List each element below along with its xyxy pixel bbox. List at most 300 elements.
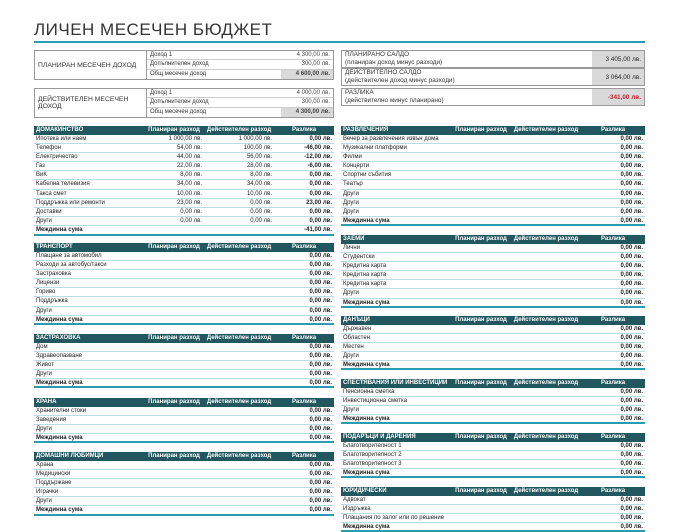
- expense-name[interactable]: Местен: [343, 343, 364, 350]
- table-row: [341, 325, 645, 334]
- difference: 0,00 лв.: [620, 397, 643, 404]
- expense-name[interactable]: Поддръжка или ремонти: [36, 199, 105, 206]
- actual-cost[interactable]: 28,00 лв.: [246, 163, 272, 170]
- expense-name[interactable]: Живот: [36, 361, 54, 368]
- expense-name[interactable]: Гориво: [36, 289, 56, 296]
- expense-name[interactable]: Други: [343, 353, 359, 360]
- actual-cost[interactable]: [511, 406, 581, 414]
- expense-name[interactable]: Пенсионна сметка: [343, 388, 395, 395]
- actual-cost[interactable]: [204, 497, 274, 505]
- table-header: [341, 487, 645, 496]
- table-row: [34, 252, 334, 261]
- actual-cost[interactable]: [511, 325, 581, 333]
- planned-cost[interactable]: [144, 352, 204, 360]
- column-header-difference: Разлика: [291, 399, 317, 405]
- expense-name[interactable]: Студентски: [343, 253, 375, 260]
- actual-cost[interactable]: [511, 135, 581, 143]
- income-value[interactable]: 300,00 лв.: [301, 99, 330, 106]
- table-header: [34, 398, 334, 407]
- income-name[interactable]: Доход 1: [150, 52, 173, 58]
- planned-cost[interactable]: [144, 252, 204, 260]
- expense-name[interactable]: Лицензи: [36, 280, 60, 287]
- planned-cost[interactable]: [144, 425, 204, 433]
- table-row: [34, 361, 334, 370]
- planned-cost[interactable]: [451, 271, 511, 279]
- difference: 0,00 лв.: [309, 407, 332, 414]
- expense-name[interactable]: Лични: [343, 244, 361, 251]
- actual-cost[interactable]: [204, 416, 274, 424]
- table-gifts: [341, 433, 645, 478]
- actual-cost[interactable]: 34,00 лв.: [246, 181, 272, 188]
- actual-cost[interactable]: [511, 460, 581, 468]
- difference: 0,00 лв.: [620, 209, 643, 215]
- table-row: [341, 180, 645, 189]
- expense-name[interactable]: Такса смет: [36, 190, 67, 197]
- expense-name[interactable]: Хранителни стоки: [36, 407, 86, 414]
- table-header: [341, 316, 645, 325]
- expense-name[interactable]: Благотворителност 1: [343, 442, 402, 449]
- actual-cost[interactable]: [511, 180, 581, 188]
- column-header-planned: Планиран разход: [455, 380, 507, 386]
- income-value[interactable]: 4 000,00 лв.: [296, 90, 330, 96]
- table-insurance: [34, 334, 334, 388]
- actual-cost[interactable]: [511, 190, 581, 198]
- expense-name[interactable]: Концерти: [343, 163, 370, 170]
- expense-name[interactable]: Спортни събития: [343, 172, 392, 179]
- expense-name[interactable]: Инвестиционна сметка: [343, 397, 408, 404]
- subtotal-row: [34, 506, 334, 515]
- difference: 0,00 лв.: [309, 218, 332, 225]
- difference-box: [341, 88, 645, 106]
- planned-cost[interactable]: 0,00 лв.: [180, 218, 202, 225]
- planned-cost[interactable]: 54,00 лв.: [176, 144, 202, 151]
- income-total-name: Общ месечен доход: [150, 108, 207, 115]
- expense-name[interactable]: Телефон: [36, 144, 61, 151]
- planned-cost[interactable]: [451, 280, 511, 288]
- planned-cost[interactable]: [451, 244, 511, 252]
- actual-cost[interactable]: [511, 289, 581, 297]
- actual-cost[interactable]: [511, 334, 581, 342]
- planned-cost[interactable]: [451, 199, 511, 207]
- planned-cost[interactable]: [144, 270, 204, 278]
- income-name[interactable]: Доход 1: [150, 90, 173, 96]
- table-food: [34, 398, 334, 443]
- expense-name[interactable]: Други: [36, 307, 52, 314]
- planned-cost[interactable]: 10,00 лв.: [176, 190, 202, 197]
- expense-name[interactable]: Играчки: [36, 489, 59, 496]
- expense-name[interactable]: Други: [343, 199, 359, 206]
- expense-name[interactable]: Кабелна телевизия: [36, 181, 90, 188]
- table-row: [34, 208, 334, 217]
- column-header-actual: Действителен разход: [513, 380, 579, 386]
- expense-name[interactable]: Здравеопазване: [36, 352, 82, 359]
- planned-cost[interactable]: 1 000,00 лв.: [168, 135, 202, 142]
- category-title: ТРАНСПОРТ: [36, 244, 73, 250]
- actual-cost[interactable]: [511, 388, 581, 396]
- difference: 0,00 лв.: [620, 460, 643, 467]
- actual-cost[interactable]: 0,00 лв.: [250, 218, 272, 225]
- actual-cost[interactable]: [204, 407, 274, 415]
- difference: 0,00 лв.: [620, 163, 643, 170]
- planned-income-label: ПЛАНИРАН МЕСЕЧЕН ДОХОД: [38, 61, 137, 69]
- actual-cost[interactable]: [511, 271, 581, 279]
- difference: 0,00 лв.: [309, 190, 332, 197]
- planned-cost[interactable]: [451, 171, 511, 179]
- category-title: ЗАЕМИ: [343, 236, 365, 242]
- difference: 0,00 лв.: [620, 290, 643, 297]
- subtotal-actual: [204, 506, 274, 513]
- planned-cost[interactable]: [451, 325, 511, 333]
- actual-cost[interactable]: [511, 144, 581, 152]
- income-total-value: 4 300,00 лв.: [281, 108, 333, 117]
- planned-cost[interactable]: [451, 514, 511, 522]
- planned-cost[interactable]: [451, 406, 511, 414]
- planned-cost[interactable]: 44,00 лв.: [176, 153, 202, 160]
- planned-cost[interactable]: [451, 162, 511, 170]
- actual-cost[interactable]: [511, 505, 581, 513]
- expense-name[interactable]: Заведения: [36, 416, 67, 423]
- subtotal-actual: [511, 415, 581, 422]
- actual-cost[interactable]: [204, 479, 274, 487]
- difference: 0,00 лв.: [620, 244, 643, 251]
- difference: 0,00 лв.: [309, 479, 332, 486]
- column-header-actual: Действителен разход: [513, 488, 579, 494]
- table-taxes: [341, 316, 645, 370]
- column-header-actual: Действителен разход: [206, 335, 272, 341]
- actual-cost[interactable]: [511, 171, 581, 179]
- table-header: [341, 379, 645, 388]
- planned-cost[interactable]: [451, 496, 511, 504]
- subtotal-row: [34, 434, 334, 443]
- expense-name[interactable]: Други: [343, 406, 359, 413]
- subtotal-difference: 0,00 лв.: [620, 218, 643, 225]
- difference: 0,00 лв.: [309, 361, 332, 368]
- expense-name[interactable]: Газ: [36, 163, 45, 170]
- actual-cost[interactable]: 0,00 лв.: [250, 199, 272, 206]
- expense-name[interactable]: Поддържане: [36, 479, 72, 486]
- subtotal-label: Междинна сума: [36, 380, 83, 387]
- planned-cost[interactable]: [451, 289, 511, 297]
- planned-cost[interactable]: [144, 488, 204, 496]
- table-row: [341, 406, 645, 415]
- actual-cost[interactable]: [204, 297, 274, 305]
- actual-cost[interactable]: [511, 514, 581, 522]
- category-title: ДАНЪЦИ: [343, 317, 370, 323]
- difference: 0,00 лв.: [309, 135, 332, 142]
- difference: 0,00 лв.: [309, 461, 332, 468]
- subtotal-planned: [144, 379, 204, 386]
- subtotal-actual: [204, 316, 274, 323]
- difference: 0,00 лв.: [620, 199, 643, 206]
- expense-name[interactable]: Държавен: [343, 325, 372, 332]
- table-row: [34, 180, 334, 189]
- expense-name[interactable]: Други: [36, 498, 52, 505]
- difference: 0,00 лв.: [309, 172, 332, 179]
- subtotal-difference: 0,00 лв.: [309, 507, 332, 514]
- difference: 0,00 лв.: [309, 298, 332, 305]
- planned-cost[interactable]: [451, 190, 511, 198]
- actual-cost[interactable]: [204, 252, 274, 260]
- actual-cost[interactable]: [511, 451, 581, 459]
- expense-name[interactable]: Други: [36, 371, 52, 378]
- actual-cost[interactable]: [511, 262, 581, 270]
- column-header-difference: Разлика: [291, 453, 317, 459]
- actual-cost[interactable]: [204, 288, 274, 296]
- actual-cost[interactable]: [511, 208, 581, 216]
- planned-cost[interactable]: 8,00 лв.: [180, 172, 202, 179]
- balance-title: ПЛАНИРАНО САЛДО: [345, 51, 410, 58]
- table-row: [34, 497, 334, 506]
- difference: 0,00 лв.: [620, 442, 643, 449]
- column-header-actual: Действителен разход: [206, 127, 272, 133]
- difference: 0,00 лв.: [309, 352, 332, 359]
- difference: -46,00 лв.: [304, 144, 332, 151]
- table-header: [34, 452, 334, 461]
- expense-name[interactable]: Благотворителност 2: [343, 451, 402, 458]
- table-row: [34, 135, 334, 144]
- actual-cost[interactable]: [511, 153, 581, 161]
- table-row: [341, 253, 645, 262]
- income-value[interactable]: 4 300,00 лв.: [296, 52, 330, 58]
- expense-name[interactable]: Плащания по залог или по решение: [343, 514, 445, 521]
- table-row: [34, 407, 334, 416]
- planned-cost[interactable]: [451, 505, 511, 513]
- expense-name[interactable]: Адвокат: [343, 496, 366, 503]
- table-row: [341, 144, 645, 153]
- actual-cost[interactable]: [204, 352, 274, 360]
- difference: 0,00 лв.: [620, 135, 643, 142]
- actual-cost[interactable]: [511, 397, 581, 405]
- actual-cost[interactable]: [511, 496, 581, 504]
- planned-cost[interactable]: [144, 279, 204, 287]
- expense-name[interactable]: Застраховка: [36, 270, 71, 277]
- planned-cost[interactable]: [451, 388, 511, 396]
- expense-name[interactable]: Медицински: [36, 470, 71, 477]
- table-row: [341, 262, 645, 271]
- actual-cost[interactable]: [204, 261, 274, 269]
- planned-cost[interactable]: 0,00 лв.: [180, 209, 202, 215]
- expense-name[interactable]: Доставки: [36, 209, 62, 215]
- expense-name[interactable]: Кредитна карта: [343, 281, 387, 288]
- difference: 0,00 лв.: [620, 181, 643, 188]
- planned-cost[interactable]: [451, 460, 511, 468]
- expense-name[interactable]: Благотворителност 3: [343, 460, 402, 467]
- expense-name[interactable]: Музикални платформи: [343, 144, 407, 151]
- planned-cost[interactable]: [451, 180, 511, 188]
- table-transport: [34, 243, 334, 325]
- difference: 0,00 лв.: [620, 388, 643, 395]
- planned-cost[interactable]: [144, 361, 204, 369]
- column-header-planned: Планиран разход: [455, 488, 507, 494]
- planned-income-box: [34, 50, 334, 80]
- actual-cost[interactable]: 8,00 лв.: [250, 172, 272, 179]
- table-row: [341, 388, 645, 397]
- planned-cost[interactable]: [144, 307, 204, 315]
- expense-name[interactable]: Театър: [343, 181, 363, 188]
- table-row: [34, 370, 334, 379]
- expense-name[interactable]: Електричество: [36, 153, 78, 160]
- difference: 0,00 лв.: [309, 425, 332, 432]
- planned-cost[interactable]: [144, 407, 204, 415]
- actual-cost[interactable]: [511, 199, 581, 207]
- expense-name[interactable]: Дом: [36, 343, 48, 350]
- planned-cost[interactable]: [451, 144, 511, 152]
- expense-name[interactable]: Кредитна карта: [343, 272, 387, 279]
- planned-cost[interactable]: 22,00 лв.: [176, 163, 202, 170]
- expense-name[interactable]: Други: [36, 218, 52, 225]
- planned-cost[interactable]: [144, 416, 204, 424]
- actual-cost[interactable]: 56,00 лв.: [246, 153, 272, 160]
- expense-name[interactable]: Издръжка: [343, 505, 371, 512]
- income-name[interactable]: Допълнителен доход: [150, 61, 209, 68]
- planned-cost[interactable]: [144, 370, 204, 378]
- category-title: ХРАНА: [36, 399, 57, 405]
- planned-cost[interactable]: [144, 461, 204, 469]
- subtotal-difference: 0,00 лв.: [309, 435, 332, 442]
- actual-cost[interactable]: [511, 280, 581, 288]
- difference: 0,00 лв.: [620, 451, 643, 458]
- expense-name[interactable]: Други: [343, 190, 359, 197]
- table-row: [341, 162, 645, 171]
- difference: 0,00 лв.: [620, 505, 643, 512]
- table-row: [341, 190, 645, 199]
- actual-cost[interactable]: [204, 270, 274, 278]
- expense-name[interactable]: Филми: [343, 153, 362, 160]
- income-total-row: [147, 108, 333, 117]
- column-header-actual: Действителен разход: [513, 127, 579, 133]
- difference: 0,00 лв.: [620, 496, 643, 503]
- column-header-difference: Разлика: [291, 244, 317, 250]
- table-row: [341, 451, 645, 460]
- expense-name[interactable]: Храна: [36, 461, 54, 468]
- table-loans: [341, 235, 645, 308]
- actual-cost[interactable]: [204, 279, 274, 287]
- table-row: [34, 288, 334, 297]
- actual-cost[interactable]: [511, 343, 581, 351]
- actual-cost[interactable]: 100,00 лв.: [243, 144, 272, 151]
- subtotal-difference: 0,00 лв.: [620, 362, 643, 369]
- difference: 0,00 лв.: [309, 371, 332, 378]
- difference: 0,00 лв.: [309, 498, 332, 505]
- planned-cost[interactable]: [144, 479, 204, 487]
- difference: 0,00 лв.: [620, 281, 643, 288]
- planned-cost[interactable]: [451, 135, 511, 143]
- subtotal-row: [341, 361, 645, 370]
- difference: 0,00 лв.: [309, 252, 332, 259]
- planned-cost[interactable]: [144, 470, 204, 478]
- planned-cost[interactable]: [451, 352, 511, 360]
- planned-cost[interactable]: 34,00 лв.: [176, 181, 202, 188]
- actual-cost[interactable]: [204, 470, 274, 478]
- actual-cost[interactable]: [204, 361, 274, 369]
- table-row: [341, 208, 645, 217]
- subtotal-row: [341, 469, 645, 478]
- actual-cost[interactable]: [511, 442, 581, 450]
- actual-cost[interactable]: [511, 253, 581, 261]
- table-header: [341, 433, 645, 442]
- actual-cost[interactable]: [204, 307, 274, 315]
- subtotal-row: [34, 226, 334, 235]
- difference: 0,00 лв.: [309, 289, 332, 296]
- expense-name[interactable]: Други: [36, 425, 52, 432]
- table-row: [34, 162, 334, 171]
- actual-cost[interactable]: 10,00 лв.: [246, 190, 272, 197]
- actual-cost[interactable]: [204, 343, 274, 351]
- planned-cost[interactable]: [451, 397, 511, 405]
- planned-cost[interactable]: [451, 262, 511, 270]
- difference: -6,00 лв.: [307, 163, 332, 170]
- category-title: ЮРИДИЧЕСКИ: [343, 488, 387, 494]
- subtotal-difference: -41,00 лв.: [304, 227, 332, 234]
- planned-cost[interactable]: [451, 153, 511, 161]
- planned-cost[interactable]: [451, 334, 511, 342]
- actual-cost[interactable]: [511, 244, 581, 252]
- actual-balance-box: [341, 68, 645, 86]
- table-row: [34, 190, 334, 199]
- planned-cost[interactable]: [144, 261, 204, 269]
- actual-cost[interactable]: [204, 425, 274, 433]
- table-row: [341, 496, 645, 505]
- actual-cost[interactable]: [511, 162, 581, 170]
- difference: 0,00 лв.: [309, 261, 332, 268]
- planned-cost[interactable]: [451, 253, 511, 261]
- planned-cost[interactable]: [451, 451, 511, 459]
- column-header-actual: Действителен разход: [513, 236, 579, 242]
- actual-cost[interactable]: 1 000,00 лв.: [238, 135, 272, 142]
- planned-cost[interactable]: [451, 442, 511, 450]
- subtotal-label: Междинна сума: [36, 316, 83, 323]
- actual-cost[interactable]: [204, 370, 274, 378]
- expense-name[interactable]: Кредитна карта: [343, 262, 387, 269]
- planned-cost[interactable]: [451, 208, 511, 216]
- planned-cost[interactable]: [451, 343, 511, 351]
- expense-name[interactable]: Областен: [343, 334, 371, 341]
- column-header-actual: Действителен разход: [206, 453, 272, 459]
- expense-name[interactable]: Вечер за развлечения извън дома: [343, 135, 439, 142]
- table-savings: [341, 379, 645, 424]
- planned-cost[interactable]: [144, 497, 204, 505]
- planned-cost[interactable]: [144, 297, 204, 305]
- actual-cost[interactable]: [511, 352, 581, 360]
- subtotal-label: Междинна сума: [343, 299, 390, 306]
- planned-cost[interactable]: [144, 288, 204, 296]
- actual-balance-value: 3 064,00 лв.: [592, 69, 644, 85]
- table-row: [34, 343, 334, 352]
- planned-cost[interactable]: 23,00 лв.: [176, 199, 202, 206]
- expense-name[interactable]: Ипотека или наем: [36, 135, 87, 142]
- table-row: [341, 460, 645, 469]
- income-name[interactable]: Допълнителен доход: [150, 99, 209, 106]
- table-row: [34, 479, 334, 488]
- planned-cost[interactable]: [144, 343, 204, 351]
- difference: 0,00 лв.: [620, 353, 643, 360]
- expense-name[interactable]: ВиК: [36, 172, 47, 179]
- subtotal-row: [34, 316, 334, 325]
- actual-cost[interactable]: 0,00 лв.: [250, 209, 272, 215]
- actual-cost[interactable]: [204, 461, 274, 469]
- income-value[interactable]: 300,00 лв.: [301, 61, 330, 68]
- actual-cost[interactable]: [204, 488, 274, 496]
- table-row: [341, 153, 645, 162]
- expense-name[interactable]: Други: [343, 290, 359, 297]
- column-header-actual: Действителен разход: [206, 399, 272, 405]
- expense-name[interactable]: Други: [343, 209, 359, 215]
- expense-name[interactable]: Плащане за автомобил: [36, 252, 102, 259]
- expense-name[interactable]: Разходи за автобус/такси: [36, 261, 107, 268]
- subtotal-actual: [204, 379, 274, 386]
- table-row: [34, 171, 334, 180]
- expense-name[interactable]: Поддръжка: [36, 298, 68, 305]
